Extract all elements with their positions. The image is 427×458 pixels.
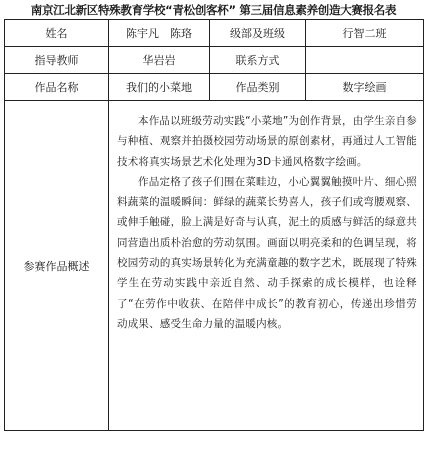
- summary-label: 参赛作品概述: [5, 101, 109, 431]
- contact-value: [306, 47, 424, 74]
- summary-paragraph-2: 作品定格了孩子们围在菜畦边，小心翼翼触摸叶片、细心照料蔬菜的温暖瞬间：鲜绿的蔬菜长势喜人，孩子们或弯腰观察、或伸手触碰，脸上满是好奇与认真，泥土的质感与鲜活的绿意共同营造出质朴治愈的劳动氛围。画面以明亮柔和的色调呈现，将校园劳动的真实场景转化为充满童趣的数字艺术，既展现了特殊学生在劳动实践中亲近自然、动手探索的成长模样，也诠释了“在劳作中收获、在陪伴中成长”的教育初心，传递出珍惜劳动成果、感受生命力量的温暖内核。: [117, 175, 417, 330]
- work-name-value: 我们的小菜地: [109, 74, 210, 101]
- form-title: 南京江北新区特殊教育学校“青松创客杯” 第三届信息素养创造大赛报名表: [30, 3, 397, 17]
- teacher-value: 华岩岩: [109, 47, 210, 74]
- name-label: 姓名: [5, 20, 109, 47]
- summary-content: [109, 101, 424, 431]
- summary-paragraph-1: 本作品以班级劳动实践“小菜地”为创作背景，由学生亲自参与种植、观察并拍摄校园劳动场景的原创素材，再通过人工智能技术将真实场景艺术化处理为3D卡通风格数字绘画。: [117, 115, 417, 168]
- table-row: [5, 47, 424, 74]
- name-value: 陈宇凡 陈珞: [109, 20, 210, 47]
- work-category-value: 数字绘画: [306, 74, 424, 101]
- registration-form-table: [4, 19, 424, 431]
- table-row: [5, 101, 424, 431]
- work-name-label: 作品名称: [5, 74, 109, 101]
- contact-label: 联系方式: [210, 47, 306, 74]
- teacher-label: 指导教师: [5, 47, 109, 74]
- grade-class-value: 行智二班: [306, 20, 424, 47]
- table-row: [5, 74, 424, 101]
- work-category-label: 作品类别: [210, 74, 306, 101]
- table-row: [5, 20, 424, 47]
- grade-class-label: 级部及班级: [210, 20, 306, 47]
